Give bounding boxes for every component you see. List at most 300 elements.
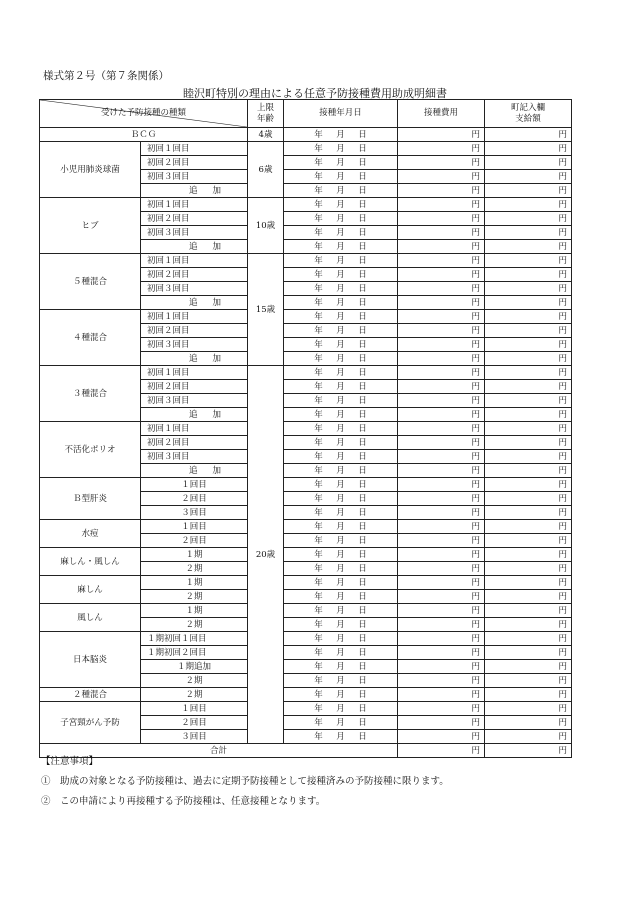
date-cell[interactable] <box>284 464 398 478</box>
date-unit-year: 年 <box>314 283 323 294</box>
total-town-cell[interactable]: 円 <box>485 744 572 758</box>
town-amount-cell[interactable]: 円 <box>485 646 572 660</box>
cost-cell[interactable]: 円 <box>398 240 485 254</box>
date-unit-day: 日 <box>358 577 367 588</box>
age-limit: 20歳 <box>248 366 284 744</box>
table-row <box>40 604 572 618</box>
date-unit-day: 日 <box>358 689 367 700</box>
date-cell[interactable] <box>284 310 398 324</box>
date-unit-month: 月 <box>336 297 345 308</box>
dose-label: ２回目 <box>141 534 248 548</box>
dose-label: 初回３回目 <box>141 450 248 464</box>
town-amount-cell[interactable]: 円 <box>485 366 572 380</box>
date-unit-month: 月 <box>336 353 345 364</box>
cost-cell[interactable]: 円 <box>398 548 485 562</box>
date-unit-month: 月 <box>336 171 345 182</box>
town-amount-cell[interactable]: 円 <box>485 156 572 170</box>
date-cell[interactable] <box>284 576 398 590</box>
date-unit-year: 年 <box>314 731 323 742</box>
date-cell[interactable] <box>284 184 398 198</box>
date-unit-year: 年 <box>314 591 323 602</box>
date-unit-month: 月 <box>336 339 345 350</box>
date-unit-year: 年 <box>314 647 323 658</box>
town-amount-cell[interactable]: 円 <box>485 534 572 548</box>
date-cell[interactable] <box>284 478 398 492</box>
date-cell[interactable] <box>284 198 398 212</box>
note-item: ② この申請により再接種する予防接種は、任意接種となります。 <box>41 796 326 807</box>
dose-label: 追 加 <box>141 464 248 478</box>
town-amount-cell[interactable]: 円 <box>485 604 572 618</box>
date-unit-month: 月 <box>336 521 345 532</box>
town-amount-cell[interactable]: 円 <box>485 352 572 366</box>
dose-label: 追 加 <box>141 240 248 254</box>
date-unit-year: 年 <box>314 661 323 672</box>
town-amount-cell[interactable]: 円 <box>485 576 572 590</box>
town-amount-cell[interactable]: 円 <box>485 422 572 436</box>
date-unit-day: 日 <box>358 605 367 616</box>
cost-cell[interactable]: 円 <box>398 338 485 352</box>
table-row <box>40 548 572 562</box>
date-unit-month: 月 <box>336 493 345 504</box>
date-unit-year: 年 <box>314 563 323 574</box>
dose-label: 初回２回目 <box>141 156 248 170</box>
town-amount-cell[interactable]: 円 <box>485 464 572 478</box>
total-label: 合計 <box>40 744 398 758</box>
vaccine-name: ヒブ <box>40 198 141 254</box>
date-unit-month: 月 <box>336 437 345 448</box>
date-unit-year: 年 <box>314 129 323 140</box>
date-cell[interactable] <box>284 534 398 548</box>
date-unit-year: 年 <box>314 451 323 462</box>
town-amount-cell[interactable]: 円 <box>485 142 572 156</box>
date-unit-month: 月 <box>336 563 345 574</box>
date-unit-year: 年 <box>314 535 323 546</box>
date-unit-month: 月 <box>336 605 345 616</box>
town-amount-cell[interactable]: 円 <box>485 478 572 492</box>
date-unit-day: 日 <box>358 451 367 462</box>
date-unit-month: 月 <box>336 381 345 392</box>
town-amount-cell[interactable]: 円 <box>485 212 572 226</box>
date-unit-year: 年 <box>314 577 323 588</box>
cost-cell[interactable]: 円 <box>398 506 485 520</box>
town-amount-cell[interactable]: 円 <box>485 632 572 646</box>
dose-label: 初回３回目 <box>141 226 248 240</box>
vaccine-name: 麻しん <box>40 576 141 604</box>
date-unit-day: 日 <box>358 353 367 364</box>
dose-label: 初回３回目 <box>141 338 248 352</box>
town-amount-cell[interactable]: 円 <box>485 184 572 198</box>
dose-label: ２期 <box>141 562 248 576</box>
date-cell[interactable] <box>284 730 398 744</box>
date-unit-day: 日 <box>358 423 367 434</box>
town-amount-cell[interactable]: 円 <box>485 590 572 604</box>
cost-cell[interactable]: 円 <box>398 352 485 366</box>
date-unit-month: 月 <box>336 703 345 714</box>
dose-label: １期 <box>141 604 248 618</box>
date-unit-day: 日 <box>358 661 367 672</box>
date-unit-month: 月 <box>336 395 345 406</box>
vaccine-name: 麻しん・風しん <box>40 548 141 576</box>
date-unit-year: 年 <box>314 507 323 518</box>
date-unit-month: 月 <box>336 241 345 252</box>
date-unit-day: 日 <box>358 549 367 560</box>
date-unit-year: 年 <box>314 437 323 448</box>
date-cell[interactable] <box>284 422 398 436</box>
date-cell[interactable] <box>284 338 398 352</box>
date-unit-day: 日 <box>358 241 367 252</box>
cost-cell[interactable]: 円 <box>398 604 485 618</box>
town-amount-cell[interactable]: 円 <box>485 296 572 310</box>
date-unit-day: 日 <box>358 129 367 140</box>
date-unit-day: 日 <box>358 521 367 532</box>
note-item: ① 助成の対象となる予防接種は、過去に定期予防接種として接種済みの予防接種に限ります。 <box>41 776 449 787</box>
town-amount-cell[interactable]: 円 <box>485 436 572 450</box>
town-amount-cell[interactable]: 円 <box>485 730 572 744</box>
cost-cell[interactable]: 円 <box>398 716 485 730</box>
date-unit-month: 月 <box>336 143 345 154</box>
age-limit: 15歳 <box>248 254 284 366</box>
date-unit-month: 月 <box>336 549 345 560</box>
dose-label: 初回１回目 <box>141 310 248 324</box>
date-cell[interactable] <box>284 450 398 464</box>
dose-label: 初回１回目 <box>141 198 248 212</box>
town-amount-cell[interactable]: 円 <box>485 198 572 212</box>
cost-cell[interactable]: 円 <box>398 576 485 590</box>
dose-label: １期 <box>141 576 248 590</box>
vaccine-name: ３種混合 <box>40 366 141 422</box>
dose-label: 追 加 <box>141 408 248 422</box>
date-cell[interactable] <box>284 506 398 520</box>
age-limit: 6歳 <box>248 142 284 198</box>
cost-cell[interactable]: 円 <box>398 422 485 436</box>
date-unit-day: 日 <box>358 297 367 308</box>
date-unit-month: 月 <box>336 451 345 462</box>
date-unit-year: 年 <box>314 717 323 728</box>
date-unit-month: 月 <box>336 269 345 280</box>
town-amount-cell[interactable]: 円 <box>485 226 572 240</box>
date-cell[interactable] <box>284 212 398 226</box>
cost-cell[interactable]: 円 <box>398 660 485 674</box>
town-amount-cell[interactable]: 円 <box>485 338 572 352</box>
cost-cell[interactable]: 円 <box>398 478 485 492</box>
date-unit-month: 月 <box>336 367 345 378</box>
date-unit-year: 年 <box>314 619 323 630</box>
date-unit-day: 日 <box>358 717 367 728</box>
vaccine-name: ２種混合 <box>40 688 141 702</box>
date-unit-day: 日 <box>358 493 367 504</box>
date-unit-day: 日 <box>358 157 367 168</box>
header-town-amount: 町記入欄 支給額 <box>485 100 572 128</box>
date-unit-month: 月 <box>336 283 345 294</box>
cost-cell[interactable]: 円 <box>398 366 485 380</box>
date-cell[interactable] <box>284 674 398 688</box>
date-unit-month: 月 <box>336 479 345 490</box>
town-amount-cell[interactable]: 円 <box>485 688 572 702</box>
dose-label: 初回２回目 <box>141 436 248 450</box>
dose-label: 追 加 <box>141 184 248 198</box>
date-unit-day: 日 <box>358 395 367 406</box>
table-header-row <box>40 100 572 128</box>
date-cell[interactable] <box>284 128 398 142</box>
date-unit-month: 月 <box>336 199 345 210</box>
date-cell[interactable] <box>284 282 398 296</box>
date-cell[interactable] <box>284 226 398 240</box>
dose-label: ２期 <box>141 590 248 604</box>
date-unit-day: 日 <box>358 507 367 518</box>
date-unit-year: 年 <box>314 423 323 434</box>
table-row <box>40 702 572 716</box>
date-unit-day: 日 <box>358 255 367 266</box>
vaccine-name: ４種混合 <box>40 310 141 366</box>
date-unit-month: 月 <box>336 325 345 336</box>
date-cell[interactable] <box>284 296 398 310</box>
town-amount-cell[interactable]: 円 <box>485 492 572 506</box>
town-amount-cell[interactable]: 円 <box>485 268 572 282</box>
date-cell[interactable] <box>284 590 398 604</box>
vaccine-name: 日本脳炎 <box>40 632 141 688</box>
date-unit-year: 年 <box>314 465 323 476</box>
date-cell[interactable] <box>284 268 398 282</box>
town-amount-cell[interactable]: 円 <box>485 254 572 268</box>
date-cell[interactable] <box>284 604 398 618</box>
cost-cell[interactable]: 円 <box>398 142 485 156</box>
date-unit-day: 日 <box>358 647 367 658</box>
cost-cell[interactable]: 円 <box>398 310 485 324</box>
cost-cell[interactable]: 円 <box>398 450 485 464</box>
date-unit-day: 日 <box>358 479 367 490</box>
date-cell[interactable] <box>284 716 398 730</box>
town-amount-cell[interactable]: 円 <box>485 240 572 254</box>
town-amount-cell[interactable]: 円 <box>485 408 572 422</box>
town-amount-cell[interactable]: 円 <box>485 380 572 394</box>
date-unit-day: 日 <box>358 339 367 350</box>
date-unit-day: 日 <box>358 465 367 476</box>
date-unit-day: 日 <box>358 591 367 602</box>
vaccination-table <box>39 99 572 758</box>
date-unit-day: 日 <box>358 269 367 280</box>
date-unit-year: 年 <box>314 549 323 560</box>
dose-label: １期初回１回目 <box>141 632 248 646</box>
town-amount-cell[interactable]: 円 <box>485 170 572 184</box>
date-unit-year: 年 <box>314 689 323 700</box>
town-amount-cell[interactable]: 円 <box>485 128 572 142</box>
date-cell[interactable] <box>284 660 398 674</box>
date-unit-year: 年 <box>314 605 323 616</box>
date-unit-month: 月 <box>336 423 345 434</box>
town-amount-cell[interactable]: 円 <box>485 324 572 338</box>
date-unit-year: 年 <box>314 521 323 532</box>
town-amount-cell[interactable]: 円 <box>485 562 572 576</box>
cost-cell[interactable]: 円 <box>398 128 485 142</box>
cost-cell[interactable]: 円 <box>398 674 485 688</box>
date-unit-day: 日 <box>358 171 367 182</box>
town-amount-cell[interactable]: 円 <box>485 548 572 562</box>
dose-label: 初回１回目 <box>141 422 248 436</box>
dose-label: 初回１回目 <box>141 142 248 156</box>
date-unit-day: 日 <box>358 199 367 210</box>
date-unit-year: 年 <box>314 633 323 644</box>
town-amount-cell[interactable]: 円 <box>485 702 572 716</box>
date-cell[interactable] <box>284 380 398 394</box>
cost-cell[interactable]: 円 <box>398 520 485 534</box>
town-amount-cell[interactable]: 円 <box>485 674 572 688</box>
date-unit-month: 月 <box>336 535 345 546</box>
cost-cell[interactable]: 円 <box>398 324 485 338</box>
date-unit-day: 日 <box>358 381 367 392</box>
date-cell[interactable] <box>284 562 398 576</box>
date-unit-year: 年 <box>314 479 323 490</box>
date-cell[interactable] <box>284 352 398 366</box>
dose-label: 初回１回目 <box>141 366 248 380</box>
vaccine-name: 風しん <box>40 604 141 632</box>
cost-cell[interactable]: 円 <box>398 380 485 394</box>
date-unit-year: 年 <box>314 703 323 714</box>
town-amount-cell[interactable]: 円 <box>485 716 572 730</box>
town-amount-cell[interactable]: 円 <box>485 520 572 534</box>
dose-label: ２回目 <box>141 716 248 730</box>
date-unit-month: 月 <box>336 311 345 322</box>
cost-cell[interactable]: 円 <box>398 436 485 450</box>
date-unit-month: 月 <box>336 185 345 196</box>
date-unit-day: 日 <box>358 731 367 742</box>
date-unit-month: 月 <box>336 619 345 630</box>
cost-cell[interactable]: 円 <box>398 184 485 198</box>
town-amount-cell[interactable]: 円 <box>485 450 572 464</box>
cost-cell[interactable]: 円 <box>398 198 485 212</box>
table-row <box>40 520 572 534</box>
cost-cell[interactable]: 円 <box>398 632 485 646</box>
dose-label: １回目 <box>141 520 248 534</box>
date-cell[interactable] <box>284 520 398 534</box>
form-number: 様式第２号（第７条関係） <box>43 70 169 82</box>
date-cell[interactable] <box>284 142 398 156</box>
date-cell[interactable] <box>284 240 398 254</box>
date-unit-month: 月 <box>336 507 345 518</box>
date-cell[interactable] <box>284 394 398 408</box>
date-unit-day: 日 <box>358 325 367 336</box>
table-row <box>40 310 572 324</box>
cost-cell[interactable]: 円 <box>398 394 485 408</box>
dose-label: 初回１回目 <box>141 254 248 268</box>
cost-cell[interactable]: 円 <box>398 212 485 226</box>
cost-cell[interactable]: 円 <box>398 156 485 170</box>
date-cell[interactable] <box>284 408 398 422</box>
cost-cell[interactable]: 円 <box>398 646 485 660</box>
date-unit-year: 年 <box>314 395 323 406</box>
cost-cell[interactable]: 円 <box>398 618 485 632</box>
cost-cell[interactable]: 円 <box>398 702 485 716</box>
date-cell[interactable] <box>284 632 398 646</box>
date-cell[interactable] <box>284 436 398 450</box>
date-cell[interactable] <box>284 170 398 184</box>
cost-cell[interactable]: 円 <box>398 590 485 604</box>
cost-cell[interactable]: 円 <box>398 688 485 702</box>
date-cell[interactable] <box>284 646 398 660</box>
date-cell[interactable] <box>284 324 398 338</box>
date-unit-year: 年 <box>314 143 323 154</box>
cost-cell[interactable]: 円 <box>398 534 485 548</box>
cost-cell[interactable]: 円 <box>398 408 485 422</box>
cost-cell[interactable]: 円 <box>398 562 485 576</box>
table-row <box>40 142 572 156</box>
date-unit-month: 月 <box>336 633 345 644</box>
dose-label: 追 加 <box>141 296 248 310</box>
table-row <box>40 576 572 590</box>
dose-label: 初回３回目 <box>141 282 248 296</box>
date-unit-month: 月 <box>336 675 345 686</box>
dose-label: 追 加 <box>141 352 248 366</box>
cost-cell[interactable]: 円 <box>398 296 485 310</box>
date-unit-year: 年 <box>314 255 323 266</box>
date-unit-year: 年 <box>314 185 323 196</box>
cost-cell[interactable]: 円 <box>398 730 485 744</box>
cost-cell[interactable]: 円 <box>398 464 485 478</box>
cost-cell[interactable]: 円 <box>398 268 485 282</box>
vaccine-name: ＢＣＧ <box>40 128 248 142</box>
date-unit-day: 日 <box>358 633 367 644</box>
date-unit-month: 月 <box>336 409 345 420</box>
date-unit-day: 日 <box>358 213 367 224</box>
date-cell[interactable] <box>284 702 398 716</box>
town-amount-cell[interactable]: 円 <box>485 394 572 408</box>
dose-label: ２回目 <box>141 492 248 506</box>
town-amount-cell[interactable]: 円 <box>485 660 572 674</box>
date-unit-year: 年 <box>314 241 323 252</box>
date-unit-day: 日 <box>358 535 367 546</box>
town-amount-cell[interactable]: 円 <box>485 282 572 296</box>
cost-cell[interactable]: 円 <box>398 226 485 240</box>
date-unit-month: 月 <box>336 689 345 700</box>
date-unit-day: 日 <box>358 227 367 238</box>
date-cell[interactable] <box>284 688 398 702</box>
date-unit-day: 日 <box>358 311 367 322</box>
date-unit-day: 日 <box>358 563 367 574</box>
date-unit-year: 年 <box>314 409 323 420</box>
date-cell[interactable] <box>284 548 398 562</box>
date-cell[interactable] <box>284 618 398 632</box>
total-cost-cell[interactable]: 円 <box>398 744 485 758</box>
date-unit-day: 日 <box>358 437 367 448</box>
date-unit-year: 年 <box>314 269 323 280</box>
table-row <box>40 366 572 380</box>
town-amount-cell[interactable]: 円 <box>485 618 572 632</box>
date-unit-day: 日 <box>358 185 367 196</box>
cost-cell[interactable]: 円 <box>398 170 485 184</box>
date-unit-month: 月 <box>336 255 345 266</box>
date-cell[interactable] <box>284 156 398 170</box>
dose-label: １回目 <box>141 702 248 716</box>
age-limit: 10歳 <box>248 198 284 254</box>
table-row <box>40 632 572 646</box>
town-amount-cell[interactable]: 円 <box>485 310 572 324</box>
date-unit-year: 年 <box>314 353 323 364</box>
cost-cell[interactable]: 円 <box>398 254 485 268</box>
date-cell[interactable] <box>284 254 398 268</box>
date-unit-month: 月 <box>336 213 345 224</box>
date-cell[interactable] <box>284 492 398 506</box>
cost-cell[interactable]: 円 <box>398 282 485 296</box>
table-row <box>40 478 572 492</box>
cost-cell[interactable]: 円 <box>398 492 485 506</box>
date-unit-day: 日 <box>358 143 367 154</box>
date-unit-month: 月 <box>336 465 345 476</box>
dose-label: 初回２回目 <box>141 268 248 282</box>
date-unit-day: 日 <box>358 283 367 294</box>
date-unit-month: 月 <box>336 591 345 602</box>
date-unit-month: 月 <box>336 227 345 238</box>
town-amount-cell[interactable]: 円 <box>485 506 572 520</box>
date-cell[interactable] <box>284 366 398 380</box>
